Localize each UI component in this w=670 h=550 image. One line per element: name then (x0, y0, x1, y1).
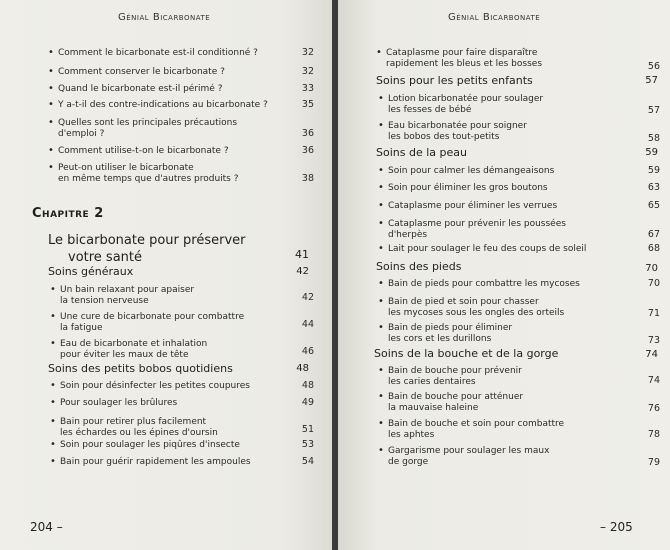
toc-entry-text: rapidement les bleus et les bosses (386, 59, 543, 69)
bullet-icon: • (378, 418, 384, 429)
toc-page-number: 71 (647, 308, 660, 319)
section-page-number: 74 (645, 349, 658, 360)
toc-page-number: 38 (301, 173, 314, 184)
toc-entry-text: les aphtes (388, 430, 435, 440)
section-heading (48, 265, 318, 278)
toc-page-number: 51 (301, 424, 314, 435)
toc-entry-text: pour éviter les maux de tête (60, 350, 189, 360)
bullet-icon: • (48, 47, 54, 58)
toc-entry-text: d'herpès (388, 230, 428, 240)
toc-page-number: 56 (647, 61, 660, 72)
page-number-footer: – 205 (600, 520, 633, 534)
toc-entry-text: Bain de pieds pour combattre les mycoses (388, 279, 580, 289)
toc-entry-text: les fesses de bébé (388, 105, 472, 115)
bullet-icon: • (378, 296, 384, 307)
toc-page-number: 70 (647, 278, 660, 289)
bullet-icon: • (378, 218, 384, 229)
toc-page-number: 79 (647, 457, 660, 468)
toc-page-number: 36 (301, 128, 314, 139)
toc-page-number: 67 (647, 229, 660, 240)
toc-page-number: 48 (301, 380, 314, 391)
toc-page-number: 33 (301, 83, 314, 94)
toc-entry-text: Bain de bouche pour atténuer (388, 392, 524, 402)
section-title: Soins des pieds (376, 260, 462, 273)
bullet-icon: • (48, 83, 54, 94)
running-head: Génial Bicarbonate (118, 12, 211, 23)
chapter-heading: Chapitre 2 (32, 206, 104, 221)
toc-entry-text: Bain pour guérir rapidement les ampoules (60, 457, 251, 467)
toc-entry-text: Comment conserver le bicarbonate ? (58, 67, 225, 77)
toc-entry-text: d'emploi ? (58, 129, 105, 139)
toc-entry-text: Soin pour éliminer les gros boutons (388, 183, 548, 193)
section-heading (376, 260, 661, 273)
left-page (0, 0, 332, 550)
toc-page-number: 46 (301, 346, 314, 357)
section-heading (376, 74, 661, 87)
chapter-title-line: votre santé (68, 250, 143, 265)
section-page-number: 59 (645, 147, 658, 158)
bullet-icon: • (378, 391, 384, 402)
toc-entry-text: les bobos des tout-petits (388, 132, 500, 142)
section-title: Soins généraux (48, 265, 134, 278)
bullet-icon: • (48, 117, 54, 128)
toc-entry-text: les caries dentaires (388, 377, 476, 387)
toc-entry-text: Bain de pieds pour éliminer (388, 323, 513, 333)
toc-entry-text: Lait pour soulager le feu des coups de soleil (388, 244, 587, 254)
section-page-number: 48 (296, 363, 309, 374)
bullet-icon: • (378, 322, 384, 333)
toc-entry-text: la mauvaise haleine (388, 403, 479, 413)
bullet-icon: • (378, 120, 384, 131)
toc-entry-text: Soin pour soulager les piqûres d'insecte (60, 440, 240, 450)
toc-entry-text: Eau de bicarbonate et inhalation (60, 339, 208, 349)
toc-page-number: 44 (301, 319, 314, 330)
bullet-icon: • (50, 311, 56, 322)
toc-page-number: 36 (301, 145, 314, 156)
toc-page-number: 58 (647, 133, 660, 144)
page-number-footer: 204 – (30, 520, 63, 534)
toc-entry-text: la fatigue (60, 323, 103, 333)
toc-entry-text: les échardes ou les épines d'oursin (60, 428, 218, 438)
section-title: Soins des petits bobos quotidiens (48, 362, 233, 375)
section-title: Soins pour les petits enfants (376, 74, 533, 87)
section-page-number: 70 (645, 263, 658, 274)
toc-page-number: 32 (301, 66, 314, 77)
chapter-title-line: Le bicarbonate pour préserver (48, 233, 246, 248)
bullet-icon: • (378, 182, 384, 193)
section-title: Soins de la peau (376, 146, 467, 159)
toc-entry-text: Cataplasme pour éliminer les verrues (388, 201, 558, 211)
toc-entry-text: Eau bicarbonatée pour soigner (388, 121, 527, 131)
toc-entry-text: les cors et les durillons (388, 334, 492, 344)
toc-page-number: 32 (301, 47, 314, 58)
toc-entry-text: Bain de bouche et soin pour combattre (388, 419, 565, 429)
toc-entry-text: Soin pour calmer les démangeaisons (388, 166, 555, 176)
toc-entry-text: Gargarisme pour soulager les maux (388, 446, 550, 456)
toc-entry-text: Comment utilise-t-on le bicarbonate ? (58, 146, 229, 156)
toc-entry-text: Pour soulager les brûlures (60, 398, 178, 408)
toc-entry-text: Une cure de bicarbonate pour combattre (60, 312, 245, 322)
toc-entry-text: Lotion bicarbonatée pour soulager (388, 94, 544, 104)
toc-entry-text: Bain de pied et soin pour chasser (388, 297, 539, 307)
bullet-icon: • (378, 278, 384, 289)
bullet-icon: • (50, 456, 56, 467)
toc-page-number: 59 (647, 165, 660, 176)
section-title: Soins de la bouche et de la gorge (374, 347, 559, 360)
toc-entry-text: Peut-on utiliser le bicarbonate (58, 163, 194, 173)
bullet-icon: • (378, 365, 384, 376)
bullet-icon: • (50, 284, 56, 295)
section-heading (374, 347, 661, 360)
toc-entry-text: Quelles sont les principales précautions (58, 118, 238, 128)
toc-entry-text: Un bain relaxant pour apaiser (60, 285, 195, 295)
bullet-icon: • (376, 47, 382, 58)
right-page (338, 0, 670, 550)
bullet-icon: • (378, 165, 384, 176)
toc-entry-text: en même temps que d'autres produits ? (58, 174, 239, 184)
bullet-icon: • (378, 200, 384, 211)
bullet-icon: • (48, 145, 54, 156)
toc-entry-text: Cataplasme pour faire disparaître (386, 48, 538, 58)
section-page-number: 57 (645, 75, 658, 86)
bullet-icon: • (50, 416, 56, 427)
toc-entry-text: Bain de bouche pour prévenir (388, 366, 522, 376)
chapter-title (48, 232, 309, 266)
toc-entry-text: Cataplasme pour prévenir les poussées (388, 219, 566, 229)
bullet-icon: • (378, 445, 384, 456)
toc-entry-text: Y a-t-il des contre-indications au bicarbonate ? (58, 100, 268, 110)
section-page-number: 42 (296, 266, 309, 277)
toc-page-number: 57 (647, 105, 660, 116)
toc-page-number: 74 (647, 375, 660, 386)
toc-entry-text: Bain pour retirer plus facilement (60, 417, 207, 427)
toc-page-number: 54 (301, 456, 314, 467)
bullet-icon: • (50, 397, 56, 408)
chapter-page-number: 41 (295, 248, 309, 261)
running-head: Génial Bicarbonate (448, 12, 541, 23)
toc-page-number: 35 (301, 99, 314, 110)
toc-page-number: 53 (301, 439, 314, 450)
toc-entry-text: de gorge (388, 457, 429, 467)
toc-page-number: 68 (647, 243, 660, 254)
toc-page-number: 42 (301, 292, 314, 303)
bullet-icon: • (50, 380, 56, 391)
bullet-icon: • (48, 99, 54, 110)
toc-page-number: 63 (647, 182, 660, 193)
toc-entry-text: la tension nerveuse (60, 296, 149, 306)
toc-entry-text: les mycoses sous les ongles des orteils (388, 308, 565, 318)
toc-entry-text: Quand le bicarbonate est-il périmé ? (58, 84, 223, 94)
toc-page-number: 78 (647, 429, 660, 440)
bullet-icon: • (50, 439, 56, 450)
bullet-icon: • (50, 338, 56, 349)
toc-entry-text: Soin pour désinfecter les petites coupures (60, 381, 250, 391)
toc-page-number: 73 (647, 335, 660, 346)
section-heading (376, 146, 661, 159)
toc-page-number: 49 (301, 397, 314, 408)
toc-page-number: 65 (647, 200, 660, 211)
bullet-icon: • (378, 243, 384, 254)
toc-entry-text: Comment le bicarbonate est-il conditionné ? (58, 48, 258, 58)
toc-page-number: 76 (647, 403, 660, 414)
bullet-icon: • (48, 66, 54, 77)
bullet-icon: • (48, 162, 54, 173)
section-heading (48, 362, 318, 375)
bullet-icon: • (378, 93, 384, 104)
